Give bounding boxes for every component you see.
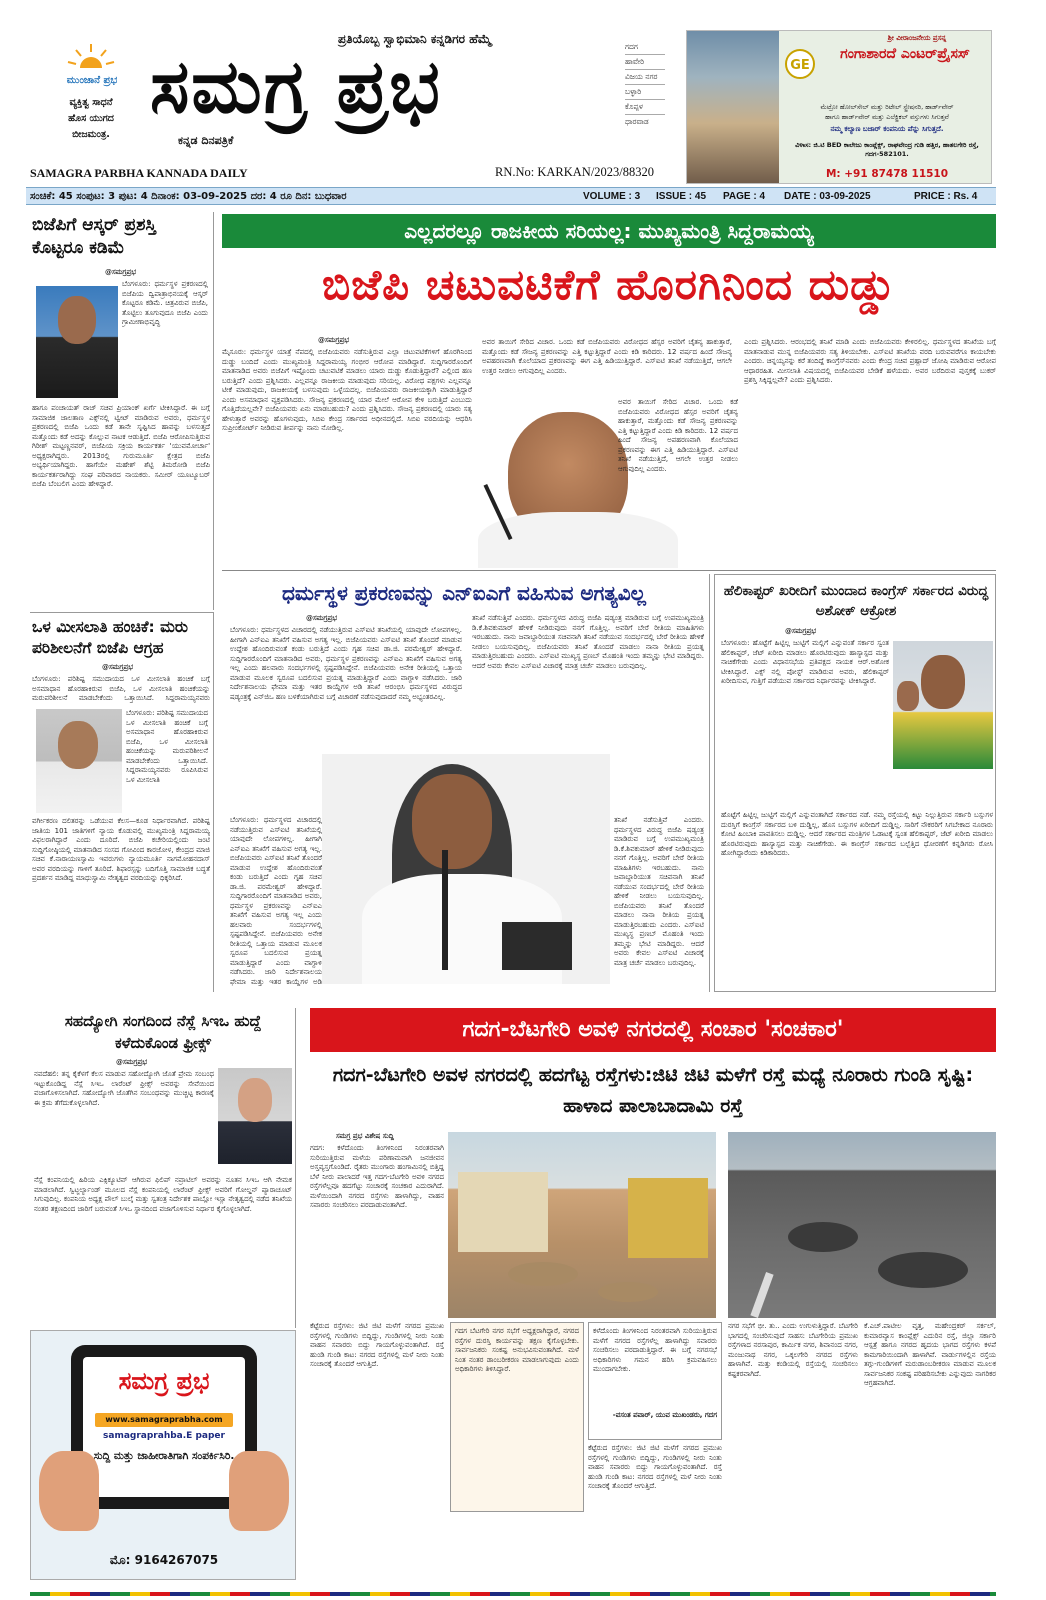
headline: ಹೆಲಿಕಾಪ್ಟರ್ ಖರೀದಿಗೆ ಮುಂದಾದ ಕಾಂಗ್ರೆಸ್ ಸರ್ಕಾರದ ವಿರುದ್ಧ ಅಶೋಕ್ ಆಕ್ರೋಶ (723, 583, 989, 619)
city-list: ಗದಗ ಹಾವೇರಿ ವಿಜಯ ನಗರ ಬಳ್ಳಾರಿ ಕೊಪ್ಪಳ ಧಾರವಾಡ (625, 40, 665, 129)
ad-tag: ಶ್ರೀ ವೀರಾಂಜನೇಯ ಪ್ರಸನ್ನ (887, 34, 947, 42)
ad-line-3: ನಮ್ಮ ಕಲ್ಯಾಣ ಬಜಾರ್ ಕಂಪನಿಯ ಪೆನ್ನು ಸಿಗುತ್ತದೆ. (830, 125, 944, 133)
page-number: PAGE : 4 (723, 191, 766, 202)
date: DATE : 03-09-2025 (784, 191, 871, 202)
left-story-reservation (30, 612, 214, 992)
nestle-story (30, 1008, 296, 1328)
sun-logo-icon (62, 40, 120, 74)
road-story-banner: ಗದಗ-ಬೆಟಗೇರಿ ಅವಳಿ ನಗರದಲ್ಲಿ ಸಂಚಾರ 'ಸಂಚಕಾರ' (310, 1008, 996, 1052)
intro-text: ನವದೆಹಲಿ: ತನ್ನ ಕೈಕೆಳಗೆ ಕೆಲಸ ಮಾಡುವ ಸಹೋದ್ಯೋಗಿ ಜೊತೆ ಪ್ರೇಮ ಸಂಬಂಧ ಇಟ್ಟುಕೊಂಡಿದ್ದ ನೆಸ್ಲೆ ಸಿಇಒ ಲಾರೆಂಟ್ ಫ್ರೀಕ್ಸ್ ಅವರನ್ನು ಸೇವೆಯಿಂದ ವಜಾಗೊಳಿಸಲಾಗಿದೆ. ಸಹೋದ್ಯೋಗಿ ಜೊತೆಗಿನ ಸಂಬಂಧವನ್ನು ಮುಚ್ಚಿಟ್ಟ ಕಾರಣಕ್ಕೆ ಈ ಕ್ರಮ ತೆಗೆದುಕೊಳ್ಳಲಾಗಿದೆ. (34, 1070, 214, 1107)
quote-2-author: -ವಸಂತ ಪವಾರ್, ಯುವ ಮುಖಂಡರು, ಗದಗ (612, 1411, 717, 1419)
road-story-column-1: ಗದಗ: ಕಳೆದೊಂದು ತಿಂಗಳಿನಿಂದ ನಿರಂತರವಾಗಿ ಸುರಿಯುತ್ತಿರುವ ಮಳೆಯ ಪರಿಣಾಮವಾಗಿ ಜನಜೀವನ ಅಸ್ತವ್ಯಸ್ತಗೊಂಡಿದೆ. ರೈತರು ಮುಂಗಾರು ಹಂಗಾಮಿನಲ್ಲಿ ಬಿತ್ತಿದ್ದ ಬೆಳೆ ನೀರು ಪಾಲಾದರೆ ಇತ್ತ ಗದಗ-ಬೆಟಗೇರಿ ಅವಳಿ ನಗರದ ರಸ್ತೆಗಳೆಲ್ಲವೂ ಹದಗೆಟ್ಟು ಸಂಚಾರಕ್ಕೆ ಸಂಚಕಾರ ಎದುರಾಗಿದೆ. ಮಳೆಯಿಂದಾಗಿ ನಗರದ ರಸ್ತೆಗಳು ಹಾಳಾಗಿದ್ದು, ವಾಹನ ಸವಾರರು ಸಂಚರಿಸಲು ಪರದಾಡುವಂತಾಗಿದೆ. (310, 1144, 444, 1209)
left-story-bjp-oscar (30, 212, 214, 610)
photo-priyank-kharge (36, 286, 118, 398)
main-story-column-2: ಅವರ ತಾಯಿಗೆ ಸೇರಿದ ವಿಚಾರ. ಒಂದು ಕಡೆ ಬಿಜೆಪಿಯವರು ವಿರೋಧದ ಹೆಸ್ಸರ ಅವರಿಗೆ ಚೈತನ್ಯ ಹಾಕುತ್ತಾರೆ, ಮತ್ತೊಂದು ಕಡೆ ಸೌಜನ್ಯ ಪ್ರಕರಣವನ್ನು ಎತ್ತಿ ಕಟ್ಟುತ್ತಿದ್ದಾರೆ ಎಂದು ಕಿಡಿ ಕಾರಿದರು. 12 ವರ್ಷದ ಹಿಂದೆ ಸೌಜನ್ಯ ಅಪಹರಣವಾಗಿ ಕೊಲೆಯಾದ ಪ್ರಕರಣವನ್ನು ಈಗ ಎತ್ತಿ ಹಿಡಿಯುತ್ತಿದ್ದಾರೆ. ಎಸ್ಐಟಿ ತನಿಖೆ ನಡೆಯುತ್ತಿದೆ, ಆಗಲೇ ಉತ್ತರ ನೀಡಲು ಆಗುವುದಿಲ್ಲ ಎಂದರು. (482, 338, 732, 375)
main-story-column-3: ಎಂದು ಪ್ರಶ್ನಿಸಿದರು. ಆರಂಭದಲ್ಲಿ ತನಿಖೆ ಮಾಡಿ ಎಂದು ಬಿಜೆಪಿಯವರು ಕೇಳಿರಲಿಲ್ಲ. ಧರ್ಮಸ್ಥಳದ ತನಿಖೆಯ ಬಗ್ಗೆ ಮಾತನಾಡುವ ಮುನ್ನ ಬಿಜೆಪಿಯವರು ಸತ್ಯ ತಿಳಿಯಬೇಕು. ಎಸ್ಐಟಿ ತನಿಖೆಯ ವರದಿ ಬರುವವರೆಗೂ ಕಾಯಬೇಕು ಎಂದರು. ಚಿನ್ನಯ್ಯನನ್ನು ಕರೆ ತಂದಿದ್ದೆ ಕಾಂಗ್ರೆಸ್‌ನವರು ಎಂದು ಕೇಂದ್ರ ಸಚಿವ ಪ್ರಹ್ಲಾದ್ ಜೋಷಿ ಮಾಡಿರುವ ಆರೋಪ ಆಧಾರರಹಿತ. ಮೀಸಲಾತಿ ವಿಷಯದಲ್ಲಿ ಬಿಜೆಪಿಯವರ ಬೇಡಿಕೆ ಹಳೆಯದು. ಅವರ ಬರೆದಿರುವ ಪುಸ್ತಕಕ್ಕೆ ಬುಕರ್ ಪ್ರಶಸ್ತಿ ಸಿಕ್ಕಿದ್ದಲ್ಲವೇ? ಎಂದು ಪ್ರಶ್ನಿಸಿದರು. (744, 338, 996, 384)
english-name: SAMAGRA PARBHA KANNADA DAILY (30, 166, 248, 180)
photo-r-ashok (893, 641, 993, 769)
footer-color-bar (30, 1592, 996, 1596)
intro-text: ಬೆಂಗಳೂರು: ಹೊಟ್ಟೆಗೆ ಹಿಟ್ಟಿಲ್ಲ ಜುಟ್ಟಿಗೆ ಮಲ್ಲಿಗೆ ಎನ್ನುವಂತೆ ಸರ್ಕಾರ ಸ್ವಂತ ಹೆಲಿಕಾಪ್ಟರ್, ಜೆಟ್ ಖರೀದಿ ಮಾಡಲು ಹೊರಟಿರುವುದು ಹಾಸ್ಯಾಸ್ಪದ ಮತ್ತು ನಾಚಿಕೆಗೇಡು ಎಂದು ವಿಧಾನಸಭೆಯ ಪ್ರತಿಪಕ್ಷದ ನಾಯಕ ಆರ್.ಅಶೋಕ ಟೀಕಿಸಿದ್ದಾರೆ. ಎಕ್ಸ್ ನಲ್ಲಿ ಪೋಸ್ಟ್ ಮಾಡಿರುವ ಅವರು, ಹೆಲಿಕಾಪ್ಟರ್ ಖರೀದಿಸುವ, ಗುತ್ತಿಗೆ ಪಡೆಯುವ ಸರ್ಕಾರದ ನಿರ್ಧಾರವನ್ನು ಟೀಕಿಸಿದ್ದಾರೆ. (721, 639, 889, 685)
photo-potholed-lane (448, 1132, 716, 1318)
headline: ಧರ್ಮಸ್ಥಳ ಪ್ರಕರಣವನ್ನು ಎನ್‌ಐಎಗೆ ವಹಿಸುವ ಅಗತ್ಯವಿಲ್ಲ (282, 581, 646, 605)
top-advertisement (686, 30, 992, 184)
byline: @ಸಮಗ್ರಪ್ರಭ (306, 614, 338, 622)
intro-text: ಬೆಂಗಳೂರು: ಪರಿಶಿಷ್ಟ ಸಮುದಾಯದ ಒಳ ಮೀಸಲಾತಿ ಹಂಚಿಕೆ ಬಗ್ಗೆ ಅಸಮಾಧಾನ ಹೊರಹಾಕಿರುವ ಬಿಜೆಪಿ, ಒಳ ಮೀಸಲಾತಿ ಹಂಚಿಕೆಯನ್ನು ಮರುಪರಿಶೀಲನೆ ಮಾಡಬೇಕೆಂದು ಒತ್ತಾಯಿಸಿದೆ. ಸಿದ್ದರಾಮಯ್ಯನವರು (32, 675, 210, 702)
registration-number: RN.No: KARKAN/2023/88320 (495, 165, 655, 179)
ad-line-2: ಹಾಗೂ ಹಾರ್ಡ್‌ವೇರ್ ಮತ್ತು ಎಲೆಕ್ಟ್ರಿಕಲ್ ವಸ್ತುಗಳು ಸಿಗುತ್ತವೆ (825, 113, 949, 121)
epaper-title: ಸಮಗ್ರ ಪ್ರಭ (118, 1367, 210, 1395)
road-story-column-4: ಕೆ.ಎಚ್.ಪಾಟೀಲ ವೃತ್ತ, ಮಹೇಂದ್ರಕರ್ ಸರ್ಕಲ್, ಕುಮಾರವ್ಯಾಸ ಕಾಂಪ್ಲೆಕ್ಸ್ ಎದುರಿನ ರಸ್ತೆ, ಜಿಲ್ಲಾ ಸರ್ಕಾರಿ ಆಸ್ಪತ್ರೆ ಹಾಗೂ ನಗರದ ಹೃದಯ ಭಾಗದ ರಸ್ತೆಗಳು ಕಳಪೆ ಕಾಮಗಾರಿಯಿಂದಾಗಿ ಹಾಳಾಗಿವೆ. ವಾರ್ಡುಗಳಲ್ಲಿನ ರಸ್ತೆಯ ತಗ್ಗು-ಗುಂಡಿಗಳಿಗೆ ಮರುಡಾಂಬರೀಕರಣ ಮಾಡುವ ಮೂಲಕ ಸಾರ್ವಜನಿಕರ ಸಂಕಷ್ಟ ಪರಿಹರಿಸಬೇಕು ಎನ್ನುವುದು ನಾಗರಿಕರ ಆಗ್ರಹವಾಗಿದೆ. (864, 1322, 996, 1387)
intro-text: ಬೆಂಗಳೂರು: ಧರ್ಮಸ್ಥಳ ಪ್ರಕರಣದಲ್ಲಿ ಬಿಜೆಪಿಯ ದ್ವಿಪಾತ್ರಾಭಿನಯಕ್ಕೆ ಆಸ್ಕರ್ ಕೊಟ್ಟರೂ ಕಡಿಮೆ. ಚಿತ್ರವಿರುವ ಬಿಜೆಪಿ, ತೊಟ್ಟಿಲು ತೂಗುವುದೂ ಬಿಜೆಪಿ ಎಂದು ಗ್ರಾಮೀಣಾಭಿವೃದ್ಧಿ (122, 280, 208, 326)
epaper-tagline: ಸುದ್ದಿ ಮತ್ತು ಜಾಹೀರಾತಿಗಾಗಿ ಸಂಪರ್ಕಿಸಿರಿ. (93, 1450, 235, 1462)
headline: ಒಳ ಮೀಸಲಾತಿ ಹಂಚಿಕೆ: ಮರು ಪರಿಶೀಲನೆಗೆ ಬಿಜೆಪಿ ಆಗ್ರಹ (32, 618, 188, 657)
column-2: ತನಿಖೆ ನಡೆಸುತ್ತಿವೆ ಎಂದರು. ಧರ್ಮಸ್ಥಳದ ವಿರುದ್ಧ ಬಿಜೆಪಿ ಷಡ್ಯಂತ್ರ ಮಾಡಿರುವ ಬಗ್ಗೆ ಉಪಮುಖ್ಯಮಂತ್ರಿ ಡಿ.ಕೆ.ಶಿವಕುಮಾರ್ ಹೇಳಿಕೆ ನೀಡಿರುವುದು ನನಗೆ ಗೊತ್ತಿಲ್ಲ. ಅವರಿಗೆ ಬೇರೆ ರೀತಿಯ ಮಾಹಿತಿಗಳು ಇರಬಹುದು. ನಾನು ಜವಾಬ್ದಾರಿಯುತ ಸಚಿವನಾಗಿ ತನಿಖೆ ನಡೆಯುವ ಸಂದರ್ಭದಲ್ಲಿ ಬೇರೆ ರೀತಿಯ ಹೇಳಿಕೆ ನೀಡಲು ಬಯಸುವುದಿಲ್ಲ. ಬಿಜೆಪಿಯವರು ತನಿಖೆ ತೊಂದರೆ ಮಾಡಲು ನಾನಾ ರೀತಿಯ ಪ್ರಯತ್ನ ಮಾಡುತ್ತಿರಬಹುದು ಎಂದರು. ಎಸ್ಐಟಿ ಮುಖ್ಯಸ್ಥ ಪ್ರಣಬ್ ಮೊಹಂತಿ ಇಂದು ತಮ್ಮನ್ನು ಭೇಟಿ ಮಾಡಿದ್ದರು. ಆದರೆ ಅವರು ಕೇವಲ ಎಸ್ಐಟಿ ವಿಚಾರಕ್ಕೆ ಮಾತ್ರ ಚರ್ಚೆ ಮಾಡಲು ಬರುವುದಿಲ್ಲ. (472, 614, 704, 670)
body-text: ಹೊಟ್ಟೆಗೆ ಹಿಟ್ಟಿಲ್ಲ ಜುಟ್ಟಿಗೆ ಮಲ್ಲಿಗೆ ಎನ್ನುವಂತಾಗಿದೆ ಸರ್ಕಾರದ ನಡೆ. ನಮ್ಮ ರಸ್ತೆಯಲ್ಲಿ ಕಿಟ್ಟು ನಿಲ್ಲುತ್ತಿರುವ ಸರ್ಕಾರಿ ಬಸ್ಸುಗಳ ದುರಸ್ತಿಗೆ ಕಾಂಗ್ರೆಸ್ ಸರ್ಕಾರದ ಬಳಿ ದುಡ್ಡಿಲ್ಲ, ಹೊಸ ಬಸ್ಸುಗಳ ಖರೀದಿಗೆ ದುಡ್ಡಿಲ್ಲ. ಸಾರಿಗೆ ನೌಕರರಿಗೆ ಸಿಗಬೇಕಾದ ನೂರಾರು ಕೋಟಿ ಹಿಂಬಾಕಿ ಪಾವತಿಸಲು ದುಡ್ಡಿಲ್ಲ. ಆದರೆ ಸರ್ಕಾರದ ಮಂತ್ರಿಗಳ ಓಡಾಟಕ್ಕೆ ಸ್ವಂತ ಹೆಲಿಕಾಪ್ಟರ್, ಜೆಟ್ ಖರೀದಿ ಮಾಡಲು ಹೊರಟಿರುವುದು ಹಾಸ್ಯಾಸ್ಪದ ಮತ್ತು ನಾಚಿಕೆಗೇಡು. ಈ ಕಾಂಗ್ರೆಸ್ ಸರ್ಕಾರದ ಬಲ್ಬೆತ್ತಿದ ಧೋರಣೆಗೆ ಕನ್ನಡಿಗರು ರೋಸಿ ಹೋಗಿದ್ದಾರೆಂದು ಕಿಡಿಕಾರಿದರು. (721, 811, 993, 857)
ad-line-1: ಮೆಟ್ರೋ ಹೋಲ್‌ಸೇಲ್ ಮತ್ತು ರಿಟೇಲ್ ಸ್ಟ್ರೇಷನರಿ, ಹಾರ್ಡ್‌ವೇರ್ (820, 103, 954, 111)
main-story-column-1: ಮೈಸೂರು: ಧರ್ಮಸ್ಥಳ ಯಾತ್ರೆ ನೆಪದಲ್ಲಿ ಬಿಜೆಪಿಯವರು ನಡೆಸುತ್ತಿರುವ ಎಲ್ಲಾ ಚಟುವಟಿಕೆಗಳಿಗೆ ಹೊರಗಿನಿಂದ ದುಡ್ಡು ಬಂದಿದೆ ಎಂದು ಮುಖ್ಯಮಂತ್ರಿ ಸಿದ್ದರಾಮಯ್ಯ ಗಂಭೀರ ಆರೋಪ ಮಾಡಿದ್ದಾರೆ. ಸುದ್ದಿಗಾರರೊಂದಿಗೆ ಮಾತನಾಡಿದ ಅವರು ಬಿಜೆಪಿಗೆ ಇಷ್ಟೊಂದು ಚಟುವಟಿಕೆ ಮಾಡಲು ಯಾರು ದುಡ್ಡು ಕೊಡುತ್ತಿದ್ದಾರೆ? ಎಲ್ಲಿಂದ ಹಣ ಬರುತ್ತಿದೆ? ಎಂದು ಪ್ರಶ್ನಿಸಿದರು. ಎಲ್ಲವನ್ನೂ ರಾಜಕೀಯ ಮಾಡುವುದು ಸರಿಯಲ್ಲ. ವಿರೋಧ ಪಕ್ಷಗಳು ಎಲ್ಲವನ್ನೂ ಟೀಕೆ ಮಾಡುವುದು, ರಾಜಕೀಯಕ್ಕೆ ಬಳಸುವುದು ಒಳ್ಳೆಯದಲ್ಲ. ಬಿಜೆಪಿಯವರು ರಾಜಕೀಯಕ್ಕಾಗಿ ಮಾಡುತ್ತಿದ್ದಾರೆ ಎಂದು ಅಸಮಾಧಾನ ವ್ಯಕ್ತಪಡಿಸಿದರು. ಸೌಜನ್ಯ ಪ್ರಕರಣದಲ್ಲಿ ಯಾರ ಮೇಲೆ ಆರೋಪ ಕೇಳಿ ಬರುತ್ತಿದೆ ಎಂಬುದು ಗೊತ್ತಿದೆಯಲ್ಲವೇ? ಬಿಜೆಪಿಯವರು ಏನು ಮಾಡಬಹುದು? ಎಂದು ಪ್ರಶ್ನಿಸಿದರು. ಸೌಜನ್ಯ ಪ್ರಕರಣದಲ್ಲಿ ಯಾರು ಸತ್ಯ ಹೇಳುತ್ತಾರೆ ಅವರನ್ನು ಹೊಗಳುವುದು, ಸಿಬಿಐ ಕೇಂದ್ರ ಸರ್ಕಾರದ ಅಧೀನದಲ್ಲಿದೆ. ಸಿಬಿಐ ವರದಿಯನ್ನು ಆಧರಿಸಿ ಸುಪ್ರೀಂಕೋರ್ಟ್ ನೀಡಿರುವ ತೀರ್ಪನ್ನು ನಾನು ನೋಡಿಲ್ಲ. (222, 348, 472, 432)
ad-phone: M: +91 87478 11510 (825, 168, 949, 180)
column-1: ಬೆಂಗಳೂರು: ಧರ್ಮಸ್ಥಳದ ವಿಚಾರದಲ್ಲಿ ನಡೆಯುತ್ತಿರುವ ಎಸ್ಐಟಿ ತನಿಖೆಯಲ್ಲಿ ಯಾವುದೇ ಲೋಪಗಳಿಲ್ಲ. ಹೀಗಾಗಿ ಎನ್ಐಎ ತನಿಖೆಗೆ ವಹಿಸುವ ಅಗತ್ಯ ಇಲ್ಲ. ಬಿಜೆಪಿಯವರು ಎಸ್ಐಟಿ ತನಿಖೆ ತೊಂದರೆ ಮಾಡುವ ಉದ್ದೇಶ ಹೊಂದಿರುವಂತೆ ಕಂಡು ಬರುತ್ತಿದೆ ಎಂದು ಗೃಹ ಸಚಿವ ಡಾ.ಜಿ. ಪರಮೇಶ್ವರ್ ಹೇಳಿದ್ದಾರೆ. ಸುದ್ದಿಗಾರರೊಂದಿಗೆ ಮಾತನಾಡಿದ ಅವರು, ಧರ್ಮಸ್ಥಳ ಪ್ರಕರಣವನ್ನು ಎನ್ಐಎ ತನಿಖೆಗೆ ವಹಿಸುವ ಅಗತ್ಯ ಇಲ್ಲ ಎಂದು ಹಲವಾರು ಸಂದರ್ಭಗಳಲ್ಲಿ ಸ್ಪಷ್ಟಪಡಿಸಿದ್ದೇನೆ. ಬಿಜೆಪಿಯವರು ಅನೇಕ ರೀತಿಯಲ್ಲಿ ಒತ್ತಾಯ ಮಾಡುವ ಮೂಲಕ ಸ್ವರೂಪ ಬದಲಿಸುವ ಪ್ರಯತ್ನ ಮಾಡುತ್ತಿದ್ದಾರೆ ಎಂದು ವಾಗ್ದಾಳಿ ನಡೆಸಿದರು. ಜಾರಿ ನಿರ್ದೇಶನಾಲಯ ಫೇಮಾ ಮತ್ತು ಇತರ ಕಾಯ್ದೆಗಳ ಅಡಿ ತನಿಖೆ ಆರಂಭಿಸಿ ಧರ್ಮಸ್ಥಳದ ವಿರುದ್ಧದ ಷಡ್ಯಂತ್ರಕ್ಕೆ ಎನ್‌ಜಿಒ ಹಣ ಬಳಕೆಯಾಗಿರುವ ಬಗ್ಗೆ ವಿಚಾರಣೆ ನಡೆಸುವುದಾದರೆ ನಮ್ಮ ಅಭ್ಯಂತರವಿಲ್ಲ. (230, 626, 462, 701)
epaper-mobile: ಮೊ: 9164267075 (109, 1553, 219, 1567)
epaper-advertisement (30, 1330, 296, 1580)
photo-damaged-road (728, 1132, 996, 1318)
epaper-website[interactable]: www.samagraprabha.com (95, 1413, 233, 1427)
quote-box-1: ಗದಗ ಬೆಟಗೇರಿ ನಗರ ಸಭೆಗೆ ಅಧ್ಯಕ್ಷರಾಗಿದ್ದಾರೆ, ನಗರದ ರಸ್ತೆಗಳ ದುರಸ್ತಿ ಕಾರ್ಯವನ್ನು ತಕ್ಷಣ ಕೈಗೊಳ್ಳಬೇಕು. ಸಾರ್ವಜನಿಕರು ಸಂಕಷ್ಟ ಅನುಭವಿಸುವಂತಾಗಿದೆ. ಮಳೆ ನಿಂತ ನಂತರ ಡಾಂಬರೀಕರಣ ಮಾಡಲಾಗುವುದು ಎಂದು ಅಧಿಕಾರಿಗಳು ತಿಳಿಸಿದ್ದಾರೆ. (450, 1322, 584, 1512)
photo-leader (36, 709, 122, 813)
column-1-lower: ಬೆಂಗಳೂರು: ಧರ್ಮಸ್ಥಳದ ವಿಚಾರದಲ್ಲಿ ನಡೆಯುತ್ತಿರುವ ಎಸ್ಐಟಿ ತನಿಖೆಯಲ್ಲಿ ಯಾವುದೇ ಲೋಪಗಳಿಲ್ಲ. ಹೀಗಾಗಿ ಎನ್ಐಎ ತನಿಖೆಗೆ ವಹಿಸುವ ಅಗತ್ಯ ಇಲ್ಲ. ಬಿಜೆಪಿಯವರು ಎಸ್ಐಟಿ ತನಿಖೆ ತೊಂದರೆ ಮಾಡುವ ಉದ್ದೇಶ ಹೊಂದಿರುವಂತೆ ಕಂಡು ಬರುತ್ತಿದೆ ಎಂದು ಗೃಹ ಸಚಿವ ಡಾ.ಜಿ. ಪರಮೇಶ್ವರ್ ಹೇಳಿದ್ದಾರೆ. ಸುದ್ದಿಗಾರರೊಂದಿಗೆ ಮಾತನಾಡಿದ ಅವರು, ಧರ್ಮಸ್ಥಳ ಪ್ರಕರಣವನ್ನು ಎನ್ಐಎ ತನಿಖೆಗೆ ವಹಿಸುವ ಅಗತ್ಯ ಇಲ್ಲ ಎಂದು ಹಲವಾರು ಸಂದರ್ಭಗಳಲ್ಲಿ ಸ್ಪಷ್ಟಪಡಿಸಿದ್ದೇನೆ. ಬಿಜೆಪಿಯವರು ಅನೇಕ ರೀತಿಯಲ್ಲಿ ಒತ್ತಾಯ ಮಾಡುವ ಮೂಲಕ ಸ್ವರೂಪ ಬದಲಿಸುವ ಪ್ರಯತ್ನ ಮಾಡುತ್ತಿದ್ದಾರೆ ಎಂದು ವಾಗ್ದಾಳಿ ನಡೆಸಿದರು. ಜಾರಿ ನಿರ್ದೇಶನಾಲಯ ಫೇಮಾ ಮತ್ತು ಇತರ ಕಾಯ್ದೆಗಳ ಅಡಿ (230, 816, 322, 986)
volume: VOLUME : 3 (583, 191, 641, 202)
ad-address: ವಿಳಾಸ: ಜಿ.ಟಿ BED ಕಾಲೇಜು ಕಾಂಪ್ಲೆಕ್ಸ್, ರಾಘವೇಂದ್ರ ಗುಡಿ ಹತ್ತಿರ, ಹಾತಲಗೇರಿ ರಸ್ತೆ, ಗದಗ-582101. (795, 141, 979, 158)
rule (222, 570, 996, 571)
price: PRICE : Rs. 4 (914, 191, 978, 202)
byline: @ಸಮಗ್ರಪ್ರಭ (105, 268, 137, 276)
main-story-byline: @ಸಮಗ್ರಪ್ರಭ (318, 336, 350, 344)
headline: ಸಹದ್ಯೋಗಿ ಸಂಗದಿಂದ ನೆಸ್ಲೆ ಸಿಇಒ ಹುದ್ದೆ ಕಳೆದುಕೊಂಡ ಫ್ರೀಕ್ಸ್ (64, 1012, 262, 1052)
byline: @ಸಮಗ್ರಪ್ರಭ (102, 663, 134, 671)
road-story-byline: ಸಮಗ್ರ ಪ್ರಭ ವಿಶೇಷ ಸುದ್ದಿ (336, 1132, 394, 1140)
quote-2-text: ಕಳೆದೊಂದು ತಿಂಗಳಿನಿಂದ ನಿರಂತರವಾಗಿ ಸುರಿಯುತ್ತಿರುವ ಮಳೆಗೆ ನಗರದ ರಸ್ತೆಗಳೆಲ್ಲ ಹಾಳಾಗಿದ್ದು ಸವಾರರು ಸಂಚರಿಸಲು ಪರದಾಡುತ್ತಿದ್ದಾರೆ. ಈ ಬಗ್ಗೆ ನಗರಸಭೆ ಅಧಿಕಾರಿಗಳು ಗಮನ ಹರಿಸಿ ಕ್ರಮವಹಿಸಲು ಮುಂದಾಗಬೇಕು. (593, 1327, 717, 1373)
ad-business-name: ಗಂಗಾಶಾರದೆ ಎಂಟರ್‌ಪ್ರೈಸಸ್ (840, 46, 970, 62)
newspaper-subtitle: ಕನ್ನಡ ದಿನಪತ್ರಿಕೆ (178, 134, 234, 147)
ad-logo: GE (785, 49, 815, 79)
info-bar (26, 187, 996, 205)
hand-left (39, 1451, 99, 1531)
ashok-story (714, 574, 996, 992)
hand-right (229, 1451, 289, 1531)
issue-details-kannada: ಸಂಚಿಕೆ: 45 ಸಂಪುಟ: 3 ಪುಟ: 4 ದಿನಾಂಕ: 03-09-2025 ದರ: 4 ರೂ ದಿನ: ಬುಧವಾರ (30, 191, 347, 202)
road-story-headline: ಗದಗ-ಬೆಟಗೇರಿ ಅವಳ ನಗರದಲ್ಲಿ ಹದಗೆಟ್ಟ ರಸ್ತೆಗಳು:ಜಿಟಿ ಜಿಟಿ ಮಳೆಗೆ ರಸ್ತೆ ಮಧ್ಯೆ ನೂರಾರು ಗುಂಡಿ ಸೃಷ್ಟಿ: ಹಾಳಾದ ಪಾಲಾಬಾದಾಮಿ ರಸ್ತೆ (332, 1064, 974, 1117)
road-story-column-2: ಕೆಟ್ಟೆರುದ ರಸ್ತೆಗಳು: ಜಿಟಿ ಜಿಟಿ ಮಳೆಗೆ ನಗರದ ಪ್ರಮುಖ ರಸ್ತೆಗಳಲ್ಲಿ ಗುಂಡಿಗಳು ಬಿದ್ದಿದ್ದು, ಗುಂಡಿಗಳಲ್ಲಿ ನೀರು ನಿಂತು ವಾಹನ ಸವಾರರು ಬಿದ್ದು ಗಾಯಗೊಳ್ಳುವಂತಾಗಿದೆ. ರಸ್ತೆ ಹುಂಡಿ ಗುಂಡಿ ಕಾಟ: ನಗರದ ರಸ್ತೆಗಳಲ್ಲಿ ಮಳೆ ನೀರು ನಿಂತು ಸಂಚಾರಕ್ಕೆ ತೊಂದರೆ ಆಗುತ್ತಿದೆ. (310, 1322, 444, 1368)
photo-parameshwar (322, 754, 610, 984)
body-text: ಹಾಗೂ ಪಂಚಾಯತ್ ರಾಜ್ ಸಚಿವ ಪ್ರಿಯಾಂಕ್ ಖರ್ಗೆ ಟೀಕಿಸಿದ್ದಾರೆ. ಈ ಬಗ್ಗೆ ಸಾಮಾಜಿಕ ಜಾಲತಾಣ ಎಕ್ಸ್‌ನಲ್ಲಿ ಟ್ವೀಟ್ ಮಾಡಿರುವ ಅವರು, ಧರ್ಮಸ್ಥಳ ಪ್ರಕರಣದಲ್ಲಿ ಬಿಜೆಪಿ ಒಂದು ಕಡೆ ತಾನೇ ಸೃಷ್ಟಿಸಿದ ಹಾವನ್ನು ಬಳಸುತ್ತದೆ ಮತ್ತೊಂದು ಕಡೆ ಅದನ್ನು ಕೊಲ್ಲುವ ನಾಟಕ ಆಡುತ್ತಿದೆ. ಬಿಜೆಪಿ ಆರೋಪಿಸುತ್ತಿರುವ ಗಿರೀಶ್ ಮಟ್ಟಣ್ಣನವರ್, ಬಿಜೆಪಿಯ ಸಕ್ರಿಯ ಕಾರ್ಯಕರ್ತ 'ಯುವಮೋರ್ಚಾ' ಅಧ್ಯಕ್ಷರಾಗಿದ್ದರು. 2013ರಲ್ಲಿ ಗುರುಮೂರ್ತಿ ಕ್ಷೇತ್ರದ ಬಿಜೆಪಿ ಅಭ್ಯರ್ಥಿಯಾಗಿದ್ದರು. ಹಾಗೆಯೇ ಮಹೇಶ್ ಶೆಟ್ಟಿ ತಿಮರೋಡಿ ಬಿಜೆಪಿ ಕಾರ್ಯಕರ್ತರಾಗಿದ್ದು ಸಂಘ ಪರಿವಾರದ ನಾಯಕರು. ಸಮೀರ್ ಯೂಟ್ಯೂಬರ್ ಬಿಜೆಪಿ ಬೆಂಬಲಿಗ ಎಂದು ಹೇಳಿದ್ದಾರೆ. (32, 404, 210, 488)
road-story-column-3: ನಗರ ಸಭೆಗೆ ಭೀ. ತು.. ಎಂದು ಉಗುಳುತ್ತಿದ್ದಾರೆ. ಬೆಟಗೇರಿ ಭಾಗದಲ್ಲಿ ಸಂಚರಿಸುವುದೆ ಸಾಹಸ: ಬೆಟಗೇರಿಯ ಪ್ರಮುಖ ರಸ್ತೆಗಳಾದ ನರಸಾಪುರ, ಕಾರ್ಮಿಕ ನಗರ, ಶಿವಾನಂದ ನಗರ, ಮಂಜುನಾಥ ನಗರ, ಒಕ್ಕಲಗೇರಿ ನಗರದ ರಸ್ತೆಗಳು ಹಾಳಾಗಿವೆ. ಮತ್ತು ಕಂಡಿಯಲ್ಲಿ ರಸ್ತೆಯಲ್ಲಿ ಸಂಚರಿಸಲು ಕಷ್ಟಕರವಾಗಿದೆ. (728, 1322, 858, 1378)
main-story-column-2b: ಅವರ ತಾಯಿಗೆ ಸೇರಿದ ವಿಚಾರ. ಒಂದು ಕಡೆ ಬಿಜೆಪಿಯವರು ವಿರೋಧದ ಹೆಸ್ಸರ ಅವರಿಗೆ ಚೈತನ್ಯ ಹಾಕುತ್ತಾರೆ, ಮತ್ತೊಂದು ಕಡೆ ಸೌಜನ್ಯ ಪ್ರಕರಣವನ್ನು ಎತ್ತಿ ಕಟ್ಟುತ್ತಿದ್ದಾರೆ ಎಂದು ಕಿಡಿ ಕಾರಿದರು. 12 ವರ್ಷದ ಹಿಂದೆ ಸೌಜನ್ಯ ಅಪಹರಣವಾಗಿ ಕೊಲೆಯಾದ ಪ್ರಕರಣವನ್ನು ಈಗ ಎತ್ತಿ ಹಿಡಿಯುತ್ತಿದ್ದಾರೆ. ಎಸ್ಐಟಿ ತನಿಖೆ ನಡೆಯುತ್ತಿದೆ, ಆಗಲೇ ಉತ್ತರ ನೀಡಲು ಆಗುವುದಿಲ್ಲ ಎಂದರು. (618, 398, 738, 473)
body-text: ವರ್ಗೀಕರಣ ದಲಿತರನ್ನು ಒಡೆಯುವ ಕೆಲಸ—ಕೂಡ ನಿರ್ಧಾರವಾಗಿದೆ. ಪರಿಶಿಷ್ಟ ಜಾತಿಯ 101 ಜಾತಿಗಳಿಗೆ ನ್ಯಾಯ ಕೊಡುವಲ್ಲಿ ಮುಖ್ಯಮಂತ್ರಿ ಸಿದ್ದರಾಮಯ್ಯ ವಿಫಲರಾಗಿದ್ದಾರೆ ಎಂದು ದೂರಿದೆ. ಬಿಜೆಪಿ ಕಚೇರಿಯಲ್ಲಿಂದು ಜಂಟಿ ಸುದ್ದಿಗೋಷ್ಠಿಯಲ್ಲಿ ಮಾತನಾಡಿದ ಸಂಸದ ಗೋವಿಂದ ಕಾರಜೋಳ, ಕೇಂದ್ರದ ಮಾಜಿ ಸಚಿವ ಕೆ.ನಾರಾಯಣಸ್ವಾಮಿ ಇವರುಗಳು ನ್ಯಾಯಮೂರ್ತಿ ನಾಗಮೋಹನದಾಸ್ ಅವರ ವರದಿಯನ್ನು ಗಾಳಿಗೆ ತೂರಿದೆ. ಶಿಫಾರಸ್ಸನ್ನು ಬದಿಗೊತ್ತಿ ಸಾಮಾಜಿಕ ಬದ್ಧತೆ ಪ್ರದರ್ಶನ ಮಾಡಿದ್ದ ಮಾಧುಸ್ವಾಮಿ ನೇತೃತ್ವದ ವರದಿಯನ್ನು ಧಿಕ್ಕರಿಸಿದೆ. (32, 817, 210, 882)
byline: @ಸಮಗ್ರಪ್ರಭ (116, 1058, 148, 1066)
main-story-kicker: ಎಲ್ಲದರಲ್ಲೂ ರಾಜಕೀಯ ಸರಿಯಲ್ಲ: ಮುಖ್ಯಮಂತ್ರಿ ಸಿದ್ದರಾಮಯ್ಯ (222, 214, 996, 248)
side-text: ಬೆಂಗಳೂರು: ಪರಿಶಿಷ್ಟ ಸಮುದಾಯದ ಒಳ ಮೀಸಲಾತಿ ಹಂಚಿಕೆ ಬಗ್ಗೆ ಅಸಮಾಧಾನ ಹೊರಹಾಕಿರುವ ಬಿಜೆಪಿ, ಒಳ ಮೀಸಲಾತಿ ಹಂಚಿಕೆಯನ್ನು ಮರುಪರಿಶೀಲನೆ ಮಾಡಬೇಕೆಂದು ಒತ್ತಾಯಿಸಿದೆ. ಸಿದ್ದರಾಮಯ್ಯನವರು ರೂಪಿಸಿರುವ ಒಳ ಮೀಸಲಾತಿ (126, 709, 208, 784)
main-story-headline: ಬಿಜೆಪಿ ಚಟುವಟಿಕೆಗೆ ಹೊರಗಿನಿಂದ ದುಡ್ಡು (322, 260, 896, 309)
nia-story (222, 574, 710, 992)
store-photo (687, 31, 779, 184)
epaper-label: samagraprahba.E paper (103, 1431, 225, 1441)
headline: ಬಿಜೆಪಿಗೆ ಆಸ್ಕರ್ ಪ್ರಶಸ್ತಿ ಕೊಟ್ಟರೂ ಕಡಿಮೆ (32, 215, 156, 258)
tagline-left: ವ್ಯಕ್ತಿತ್ವ ಸಾಧನೆ ಹೊಸ ಯುಗದ ಬೀಜಮಂತ್ರ. (68, 97, 114, 140)
quote-box-2 (588, 1322, 722, 1440)
byline: @ಸಮಗ್ರಪ್ರಭ (785, 627, 817, 635)
photo-laurent-freixe (218, 1068, 292, 1164)
body-text: ನೆಸ್ಲೆ ಕಂಪನಿಯಲ್ಲಿ ಹಿರಿಯ ಎಕ್ಸಿಕ್ಯೂಟಿವ್ ಆಗಿರುವ ಫಿಲಿಪ್ ನವ್ರಾಟಿಲ್ ಅವರನ್ನು ನೂತನ ಸಿಇಒ ಆಗಿ ನೇಮಕ ಮಾಡಲಾಗಿದೆ. ಸ್ವಿಟ್ಜರ್ಲ್ಯಾಂಡ್ ಮೂಲದ ನೆಸ್ಲೆ ಕಂಪನಿಯಲ್ಲಿ ಲಾರೆಂಟ್ ಫ್ರೀಕ್ಸ್ ಅವರಿಗೆ ಗೋಲ್ಡನ್ ಪ್ಯಾರಾಚೂಟ್ ಸಿಗುವುದಿಲ್ಲ. ಕಂಪನಿಯ ಅಧ್ಯಕ್ಷ ಪೌಲ್ ಬುಲ್ಕೆ ಮತ್ತು ಸ್ವತಂತ್ರ ನಿರ್ದೇಶಕ ಪಾಬ್ಲೋ ಇಸ್ಲಾ ನೇತೃತ್ವದಲ್ಲಿ ನಡೆದ ತನಿಖೆಯ ನಂತರ ತಕ್ಷಣದಿಂದ ಜಾರಿಗೆ ಬರುವಂತೆ ಸಿಇಒ ಸ್ಥಾನದಿಂದ ವಜಾಗೊಳಿಸುವ ನಿರ್ಧಾರ ಕೈಗೊಳ್ಳಲಾಗಿದೆ. (34, 1176, 292, 1213)
column-2-lower: ತನಿಖೆ ನಡೆಸುತ್ತಿವೆ ಎಂದರು. ಧರ್ಮಸ್ಥಳದ ವಿರುದ್ಧ ಬಿಜೆಪಿ ಷಡ್ಯಂತ್ರ ಮಾಡಿರುವ ಬಗ್ಗೆ ಉಪಮುಖ್ಯಮಂತ್ರಿ ಡಿ.ಕೆ.ಶಿವಕುಮಾರ್ ಹೇಳಿಕೆ ನೀಡಿರುವುದು ನನಗೆ ಗೊತ್ತಿಲ್ಲ. ಅವರಿಗೆ ಬೇರೆ ರೀತಿಯ ಮಾಹಿತಿಗಳು ಇರಬಹುದು. ನಾನು ಜವಾಬ್ದಾರಿಯುತ ಸಚಿವನಾಗಿ ತನಿಖೆ ನಡೆಯುವ ಸಂದರ್ಭದಲ್ಲಿ ಬೇರೆ ರೀತಿಯ ಹೇಳಿಕೆ ನೀಡಲು ಬಯಸುವುದಿಲ್ಲ. ಬಿಜೆಪಿಯವರು ತನಿಖೆ ತೊಂದರೆ ಮಾಡಲು ನಾನಾ ರೀತಿಯ ಪ್ರಯತ್ನ ಮಾಡುತ್ತಿರಬಹುದು ಎಂದರು. ಎಸ್ಐಟಿ ಮುಖ್ಯಸ್ಥ ಪ್ರಣಬ್ ಮೊಹಂತಿ ಇಂದು ತಮ್ಮನ್ನು ಭೇಟಿ ಮಾಡಿದ್ದರು. ಆದರೆ ಅವರು ಕೇವಲ ಎಸ್ಐಟಿ ವಿಚಾರಕ್ಕೆ ಮಾತ್ರ ಚರ್ಚೆ ಮಾಡಲು ಬರುವುದಿಲ್ಲ. (614, 816, 704, 967)
logo-caption: ಮುಂಜಾನೆ ಪ್ರಭ (66, 75, 118, 86)
slogan: ಪ್ರತಿಯೊಬ್ಬ ಸ್ವಾಭಿಮಾನಿ ಕನ್ನಡಿಗರ ಹೆಮ್ಮೆ (338, 32, 492, 46)
road-story-column-2b: ಕೆಟ್ಟೆರುದ ರಸ್ತೆಗಳು: ಜಿಟಿ ಜಿಟಿ ಮಳೆಗೆ ನಗರದ ಪ್ರಮುಖ ರಸ್ತೆಗಳಲ್ಲಿ ಗುಂಡಿಗಳು ಬಿದ್ದಿದ್ದು, ಗುಂಡಿಗಳಲ್ಲಿ ನೀರು ನಿಂತು ವಾಹನ ಸವಾರರು ಬಿದ್ದು ಗಾಯಗೊಳ್ಳುವಂತಾಗಿದೆ. ರಸ್ತೆ ಹುಂಡಿ ಗುಂಡಿ ಕಾಟ: ನಗರದ ರಸ್ತೆಗಳಲ್ಲಿ ಮಳೆ ನೀರು ನಿಂತು ಸಂಚಾರಕ್ಕೆ ತೊಂದರೆ ಆಗುತ್ತಿದೆ. (588, 1444, 722, 1490)
newspaper-title: ಸಮಗ್ರ ಪ್ರಭ (150, 44, 442, 130)
issue: ISSUE : 45 (656, 191, 707, 202)
